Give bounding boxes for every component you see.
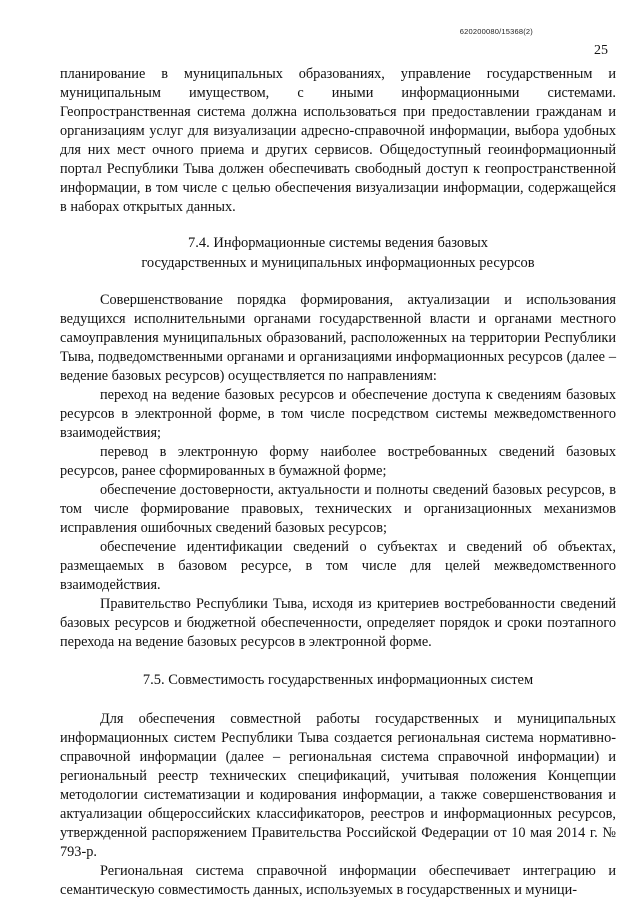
section-heading-7-4 <box>60 234 616 273</box>
paragraph-base-resources: Совершенствование порядка формирования, актуализации и использования ведущихся исполнительными органами государственной власти и органами местного самоуправления муниципальных образований, расположенных на территории Республики Тыва, подведомственными органами и организациями информационных ресурсов (далее – ведение базовых ресурсов) осуществляется по направлениям: <box>60 292 616 384</box>
page-body <box>60 65 616 900</box>
paragraph-geo-continuation: планирование в муниципальных образованиях, управление государственным и муниципальным имуществом, с иными информационными системами. Геопространственная система должна использоваться при предоставлении гражданам и организациям услуг для визуализации адресно-справочной информации, выбора удобных для них мест очного приема и других сервисов. Общедоступный геоинформационный портал Республики Тыва должен обеспечивать свободный доступ к геопространственной информации, в том числе с целью обеспечения визуализации информации, содержащейся в наборах открытых данных. <box>60 66 616 215</box>
page-number: 25 <box>594 43 608 58</box>
paragraph-compatibility: Для обеспечения совместной работы государственных и муниципальных информационных систем Республики Тыва создается региональная система нормативно-справочной информации (далее – региональная система справочной информации) и региональный реестр технических спецификаций, учитывая положения Концепции методологии систематизации и кодирования информации, а также совершенствования и актуализации общероссийских классификаторов, реестров и информационных ресурсов, утвержденной распоряжением Правительства Российской Федерации от 10 мая 2014 г. № 793-р. <box>60 710 616 860</box>
paragraph-reference-system: Региональная система справочной информации обеспечивает интеграцию и семантическую совместимость данных, используемых в государственных и муници- <box>60 862 616 898</box>
list-item: обеспечение идентификации сведений о субъектах и сведений об объектах, размещаемых в базовом ресурсе, в том числе для целей межведомственного взаимодействия. <box>60 539 616 593</box>
list-item: переход на ведение базовых ресурсов и обеспечение доступа к сведениям базовых ресурсов в электронной форме, в том числе посредством системы межведомственного взаимодействия; <box>60 387 616 441</box>
document-id: 620200080/15368(2) <box>459 27 533 36</box>
section-heading-7-4-line2: государственных и муниципальных информационных ресурсов <box>141 254 535 271</box>
list-item: обеспечение достоверности, актуальности и полноты сведений базовых ресурсов, в том числе формирование правовых, технических и организационных механизмов исправления ошибочных сведений базовых ресурсов; <box>60 482 616 536</box>
section-heading-7-4-line1: 7.4. Информационные системы ведения базовых <box>187 235 488 251</box>
paragraph-government-decision: Правительство Республики Тыва, исходя из критериев востребованности сведений базовых ресурсов и бюджетной обеспеченности, определяет порядок и сроки поэтапного перехода на ведение базовых ресурсов в электронной форме. <box>60 596 616 650</box>
section-heading-7-5: 7.5. Совместимость государственных информационных систем <box>142 672 534 688</box>
list-item: перевод в электронную форму наиболее востребованных сведений базовых ресурсов, ранее сформированных в бумажной форме; <box>60 444 616 479</box>
